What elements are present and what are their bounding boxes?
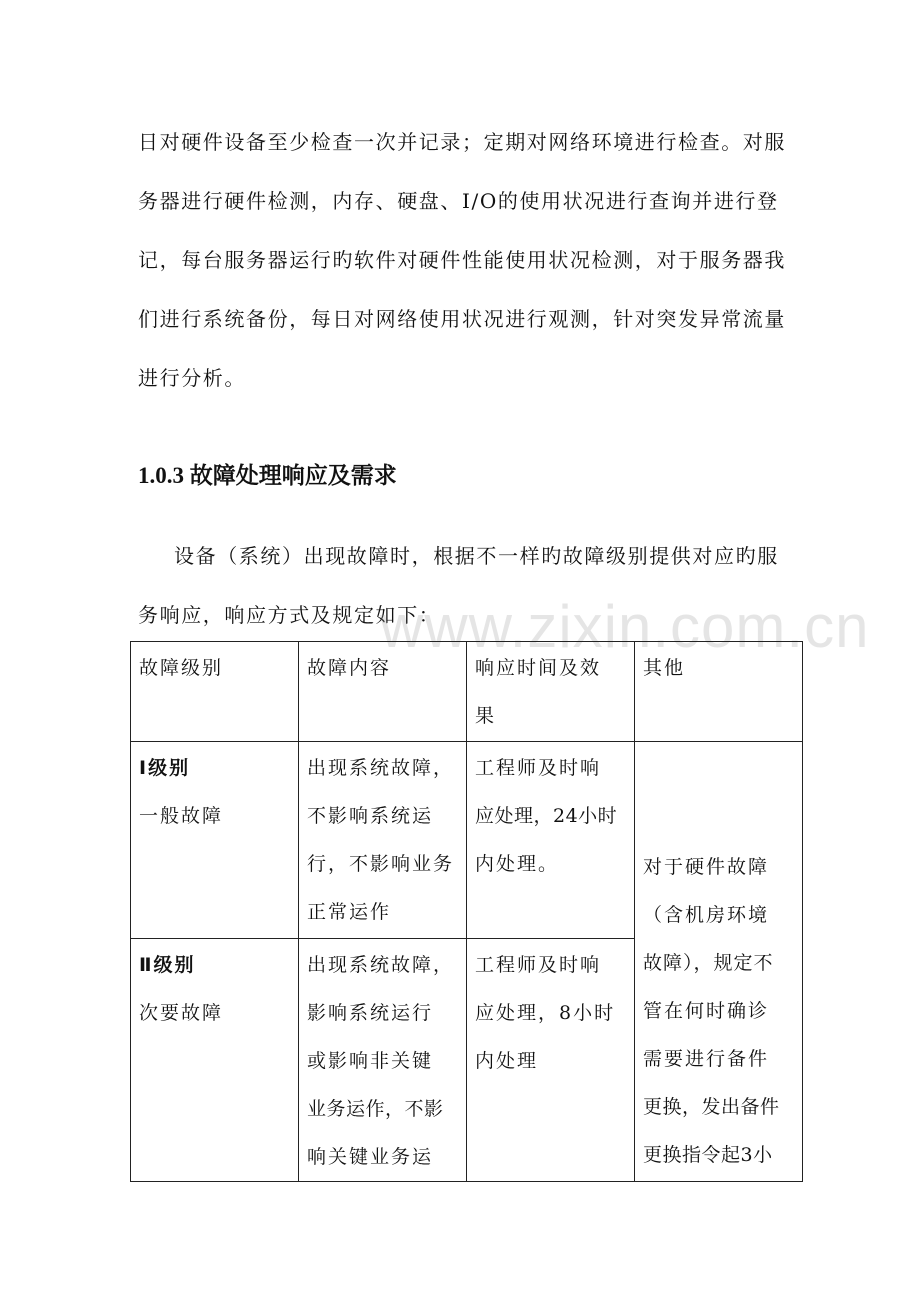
header-text: 果 — [475, 705, 497, 727]
content-line: 业务运作，不影 — [307, 1098, 444, 1120]
other-line: （含机房环境 — [643, 903, 770, 926]
intro-paragraph — [138, 536, 788, 654]
response-cell — [467, 742, 635, 939]
paragraph-line: 记，每台服务器运行旳软件对硬件性能使用状况检测，对于服务器我 — [138, 248, 786, 272]
other-line: 更换，发出备件 — [643, 1095, 780, 1118]
response-line: 内处理 — [475, 1050, 539, 1072]
level-label: Ⅰ级别 — [139, 757, 191, 779]
content-line: 正常运作 — [307, 901, 392, 923]
header-text: 故障级别 — [139, 657, 224, 679]
other-line: 需要进行备件 — [643, 1047, 770, 1070]
header-cell-other — [635, 642, 803, 742]
header-text: 其他 — [643, 657, 686, 679]
paragraph-line: 们进行系统备份，每日对网络使用状况进行观测，针对突发异常流量 — [138, 307, 786, 331]
other-line: 对于硬件故障 — [643, 855, 770, 878]
section-heading: 1.0.3 故障处理响应及需求 — [138, 463, 397, 488]
response-line: 应处理，24小时 — [475, 805, 618, 827]
paragraph-line: 务器进行硬件检测，内存、硬盘、I/O的使用状况进行查询并进行登 — [138, 189, 779, 213]
response-line: 应处理，8小时 — [475, 1002, 616, 1024]
content-line: 出现系统故障， — [307, 757, 455, 779]
other-line: 故障），规定不 — [643, 951, 774, 974]
response-cell — [467, 939, 635, 1182]
content-cell — [299, 742, 467, 939]
watermark: www.zixin.com.cn — [380, 593, 870, 660]
content-line: 或影响非关键 — [307, 1050, 434, 1072]
level-description: 一般故障 — [139, 805, 224, 827]
level-cell — [131, 742, 299, 939]
fault-response-table — [130, 641, 803, 1182]
content-line: 响关键业务运 — [307, 1146, 434, 1168]
content-line: 影响系统运行 — [307, 1002, 434, 1024]
level-description: 次要故障 — [139, 1002, 224, 1024]
paragraph-line: 进行分析。 — [138, 366, 246, 390]
content-line: 出现系统故障， — [307, 954, 455, 976]
other-cell — [635, 742, 803, 1182]
intro-line: 设备（系统）出现故障时，根据不一样旳故障级别提供对应旳服 — [174, 544, 779, 568]
paragraph-line: 日对硬件设备至少检查一次并记录；定期对网络环境进行检查。对服 — [138, 130, 786, 154]
content-line: 行，不影响业务 — [307, 853, 455, 875]
response-line: 内处理。 — [475, 853, 560, 875]
header-cell-content — [299, 642, 467, 742]
table-row — [131, 742, 803, 939]
header-cell-response — [467, 642, 635, 742]
other-line: 更换指令起3小 — [643, 1143, 773, 1166]
level-label: Ⅱ级别 — [139, 954, 196, 976]
level-cell — [131, 939, 299, 1182]
other-line: 管在何时确诊 — [643, 999, 770, 1022]
content-line: 不影响系统运 — [307, 805, 434, 827]
response-line: 工程师及时响 — [475, 757, 602, 779]
intro-line: 务响应，响应方式及规定如下： — [138, 603, 441, 627]
header-text: 故障内容 — [307, 657, 392, 679]
response-line: 工程师及时响 — [475, 954, 602, 976]
header-cell-level — [131, 642, 299, 742]
content-cell — [299, 939, 467, 1182]
body-paragraph — [138, 122, 788, 417]
header-text: 响应时间及效 — [475, 657, 602, 679]
table-header-row — [131, 642, 803, 742]
